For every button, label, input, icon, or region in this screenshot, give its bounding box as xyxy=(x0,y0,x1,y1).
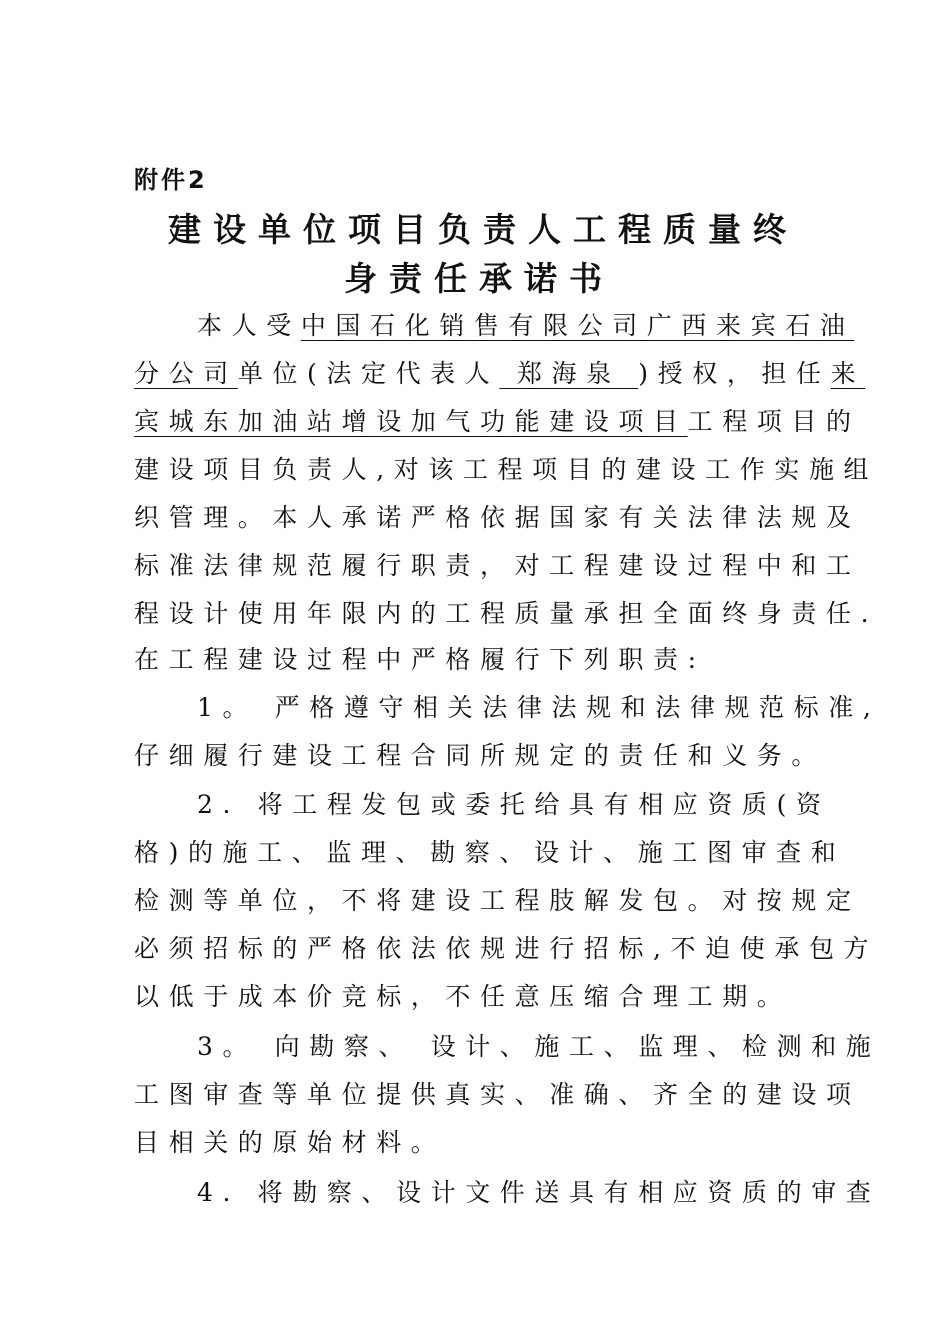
text-run: 本人受 xyxy=(197,311,301,340)
paragraph-line: 建设项目负责人,对该工程项目的建设工作实施组 xyxy=(134,455,879,484)
list-item-3: 3。 向勘察、 设计、施工、监理、检测和施 xyxy=(197,1032,881,1061)
paragraph-line xyxy=(134,354,865,390)
paragraph-line: 必须招标的严格依法依规进行招标,不迫使承包方 xyxy=(134,934,879,963)
text-run: 工程项目的 xyxy=(687,407,861,436)
paragraph-line: 工图审查等单位提供真实、准确、齐全的建设项 xyxy=(134,1080,861,1109)
paragraph-line: 目相关的原始材料。 xyxy=(134,1128,446,1157)
paragraph-line xyxy=(197,306,854,342)
paragraph-line: 织管理。本人承诺严格依据国家有关法律法规及 xyxy=(134,503,861,532)
paragraph-line: 在工程建设过程中严格履行下列职责: xyxy=(134,645,706,674)
list-item-1: 1。 严格遵守相关法律法规和法律规范标准, xyxy=(197,693,881,722)
paragraph-line xyxy=(134,402,861,438)
company-name-underlined: 中国石化销售有限公司广西来宾石油 xyxy=(300,311,855,340)
text-run: )授权，担任 xyxy=(638,359,831,388)
title-line-2: 身责任承诺书 xyxy=(344,259,614,298)
paragraph-line: 程设计使用年限内的工程质量承担全面终身责任. xyxy=(134,599,879,628)
title-line-1: 建设单位项目负责人工程质量终 xyxy=(168,210,798,249)
text-run: 单位(法定代表人 xyxy=(237,359,500,388)
list-item-4: 4. 将勘察、设计文件送具有相应资质的审查 xyxy=(197,1178,881,1207)
paragraph-line: 格)的施工、监理、勘察、设计、施工图审查和 xyxy=(134,838,846,867)
attachment-label: 附件2 xyxy=(134,166,208,194)
paragraph-line: 仔细履行建设工程合同所规定的责任和义务。 xyxy=(134,741,827,770)
paragraph-line: 检测等单位，不将建设工程肢解发包。对按规定 xyxy=(134,886,861,915)
paragraph-line: 标准法律规范履行职责，对工程建设过程中和工 xyxy=(134,551,861,580)
project-name-underlined: 来 xyxy=(830,359,866,388)
legal-representative-name: 郑海泉 xyxy=(499,359,639,388)
list-item-2: 2. 将工程发包或委托给具有相应资质(资 xyxy=(197,790,831,819)
paragraph-line: 以低于成本价竞标，不任意压缩合理工期。 xyxy=(134,982,792,1011)
project-name-underlined: 宾城东加油站增设加气功能建设项目 xyxy=(134,407,688,436)
company-name-underlined: 分公司 xyxy=(134,359,238,388)
